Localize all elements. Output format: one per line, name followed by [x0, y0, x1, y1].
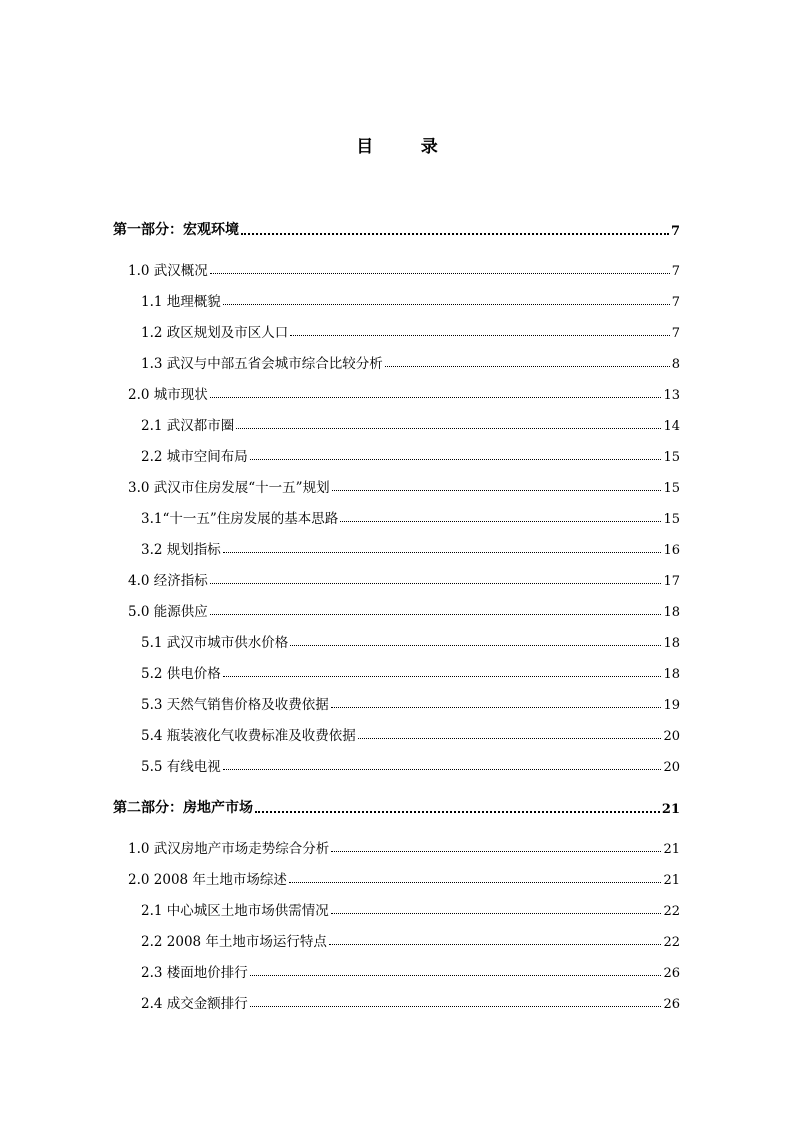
toc-entry-label: 5.4 瓶装液化气收费标准及收费依据	[141, 728, 356, 744]
toc-page-number: 21	[663, 842, 680, 857]
dot-leader	[331, 913, 662, 914]
dot-leader	[210, 397, 662, 398]
toc-entry[interactable]	[141, 290, 680, 310]
dot-leader	[358, 738, 662, 739]
toc-entry-label: 5.1 武汉市城市供水价格	[141, 635, 289, 651]
toc-page-number: 14	[663, 419, 680, 434]
dot-leader	[223, 304, 670, 305]
toc-page-number: 20	[663, 729, 680, 744]
toc-entry[interactable]	[141, 662, 680, 682]
toc-entry-label: 1.0 武汉房地产市场走势综合分析	[128, 841, 330, 857]
dot-leader	[255, 811, 660, 813]
toc-page-number: 19	[663, 698, 680, 713]
toc-entry-part-2[interactable]	[113, 797, 680, 817]
dot-leader	[331, 851, 661, 852]
dot-leader	[210, 273, 670, 274]
toc-entry[interactable]	[141, 930, 680, 950]
toc-entry[interactable]	[141, 321, 680, 341]
toc-entry-label: 5.0 能源供应	[128, 604, 208, 620]
toc-entry[interactable]	[141, 414, 680, 434]
toc-entry[interactable]	[141, 724, 680, 744]
toc-page-number: 7	[671, 264, 680, 279]
dot-leader	[250, 975, 662, 976]
toc-entry-label: 3.0 武汉市住房发展“十一五”规划	[128, 480, 330, 496]
dot-leader	[250, 1006, 662, 1007]
toc-entry[interactable]	[128, 837, 680, 857]
toc-entry-label: 2.0 2008 年土地市场综述	[128, 872, 287, 888]
toc-entry[interactable]	[141, 352, 680, 372]
toc-page-number: 21	[661, 802, 680, 817]
dot-leader	[241, 233, 669, 235]
dot-leader	[290, 645, 661, 646]
toc-page-number: 18	[663, 636, 680, 651]
dot-leader	[340, 521, 661, 522]
toc-entry-label: 2.3 楼面地价排行	[141, 965, 248, 981]
toc-entry[interactable]	[128, 569, 680, 589]
toc-entry[interactable]	[128, 383, 680, 403]
toc-page-number: 7	[670, 224, 680, 239]
dot-leader	[331, 707, 662, 708]
toc-page-number: 22	[663, 935, 680, 950]
toc-entry-label: 3.2 规划指标	[141, 542, 221, 558]
page-title: 目 录	[356, 137, 454, 157]
toc-entry[interactable]	[141, 631, 680, 651]
toc-entry[interactable]	[141, 693, 680, 713]
toc-entry-label: 5.2 供电价格	[141, 666, 221, 682]
toc-page-number: 15	[663, 481, 680, 496]
dot-leader	[210, 614, 662, 615]
dot-leader	[236, 428, 661, 429]
dot-leader	[223, 676, 662, 677]
dot-leader	[223, 769, 662, 770]
toc-entry[interactable]	[141, 755, 680, 775]
dot-leader	[289, 882, 662, 883]
toc-entry-label: 4.0 经济指标	[128, 573, 208, 589]
dot-leader	[385, 366, 670, 367]
toc-entry-label: 1.2 政区规划及市区人口	[141, 325, 289, 341]
toc-entry-label: 5.5 有线电视	[141, 759, 221, 775]
toc-entry[interactable]	[128, 476, 680, 496]
toc-page-number: 26	[663, 966, 680, 981]
toc-page-number: 26	[663, 997, 680, 1012]
toc-entry-label: 1.3 武汉与中部五省会城市综合比较分析	[141, 356, 383, 372]
toc-entry-label: 2.1 武汉都市圈	[141, 418, 235, 434]
dot-leader	[210, 583, 662, 584]
toc-page-number: 13	[663, 388, 680, 403]
toc-entry-label: 1.1 地理概貌	[141, 294, 221, 310]
toc-entry[interactable]	[141, 507, 680, 527]
toc-entry-label: 1.0 武汉概况	[128, 263, 208, 279]
toc-page-number: 15	[663, 450, 680, 465]
toc-entry-label: 3.1“十一五”住房发展的基本思路	[141, 511, 339, 527]
toc-entry[interactable]	[141, 899, 680, 919]
toc-entry[interactable]	[141, 538, 680, 558]
toc-entry[interactable]	[128, 259, 680, 279]
toc-entry-label: 5.3 天然气销售价格及收费依据	[141, 697, 329, 713]
dot-leader	[332, 490, 662, 491]
toc-entry-part-1[interactable]	[113, 219, 680, 239]
toc-entry[interactable]	[128, 600, 680, 620]
toc-entry[interactable]	[128, 868, 680, 888]
toc-page-number: 7	[671, 326, 680, 341]
dot-leader	[223, 552, 662, 553]
toc-entry-label: 2.2 2008 年土地市场运行特点	[141, 934, 327, 950]
toc-page-number: 8	[671, 357, 680, 372]
toc-page-number: 15	[663, 512, 680, 527]
toc-page-number: 16	[663, 543, 680, 558]
toc-page-number: 18	[663, 667, 680, 682]
toc-page-number: 18	[663, 605, 680, 620]
toc-entry-label: 第二部分：房地产市场	[113, 800, 253, 816]
toc-entry-label: 2.2 城市空间布局	[141, 449, 248, 465]
toc-page-number: 20	[663, 760, 680, 775]
toc-entry[interactable]	[141, 992, 680, 1012]
toc-page-number: 7	[671, 295, 680, 310]
dot-leader	[290, 335, 669, 336]
toc-entry[interactable]	[141, 445, 680, 465]
dot-leader	[329, 944, 662, 945]
toc-entry-label: 第一部分：宏观环境	[113, 222, 239, 238]
toc-page-number: 21	[663, 873, 680, 888]
toc-entry-label: 2.4 成交金额排行	[141, 996, 248, 1012]
toc-page-number: 22	[663, 904, 680, 919]
toc-page-number: 17	[663, 574, 680, 589]
toc-entry-label: 2.1 中心城区土地市场供需情况	[141, 903, 329, 919]
dot-leader	[250, 459, 662, 460]
toc-entry[interactable]	[141, 961, 680, 981]
toc-entry-label: 2.0 城市现状	[128, 387, 208, 403]
